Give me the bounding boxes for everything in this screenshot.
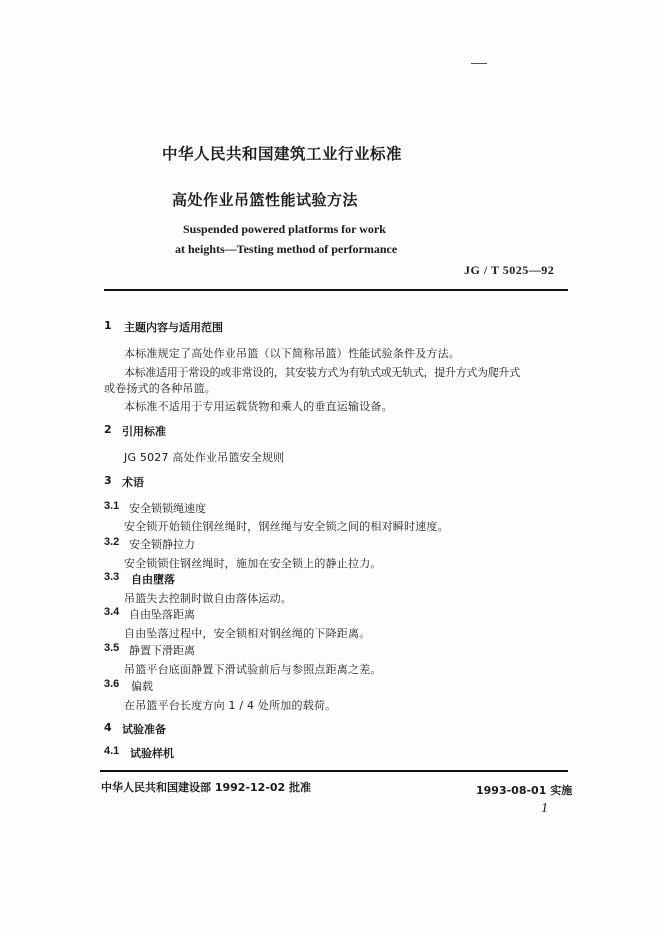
section-1-number: 1: [104, 319, 112, 332]
term-description: 安全锁开始锁住钢丝绳时，钢丝绳与安全锁之间的相对瞬时速度。: [124, 520, 449, 533]
term-number: 3.3: [104, 571, 120, 583]
standard-code: JG / T 5025—92: [464, 263, 555, 277]
term-number: 3.4: [104, 606, 120, 618]
top-mark: [471, 63, 487, 64]
implementation-date: 1993-08-01 实施: [476, 784, 573, 797]
section-2-number: 2: [104, 423, 112, 436]
footer-rule: [100, 770, 568, 772]
section-1-title: 主题内容与适用范围: [124, 321, 223, 334]
english-title-line2: at heights—Testing method of performance: [175, 242, 398, 256]
subsection-4-1-number: 4.1: [104, 745, 120, 757]
page-number: 1: [541, 801, 548, 816]
term-description: 安全锁锁住钢丝绳时，施加在安全锁上的静止拉力。: [124, 557, 382, 570]
section-2-title: 引用标准: [122, 425, 166, 438]
header-rule: [104, 289, 568, 291]
term-number: 3.5: [104, 642, 120, 654]
term-title: 安全锁静拉力: [129, 538, 195, 551]
term-title: 安全锁锁绳速度: [129, 502, 206, 515]
term-description: 自由坠落过程中，安全锁相对钢丝绳的下降距离。: [124, 627, 371, 640]
term-description: 在吊篮平台长度方向 1 / 4 处所加的载荷。: [124, 699, 337, 712]
term-description: 吊篮失去控制时做自由落体运动。: [124, 592, 292, 605]
section-1-para3: 本标准不适用于专用运载货物和乘人的垂直运输设备。: [124, 400, 393, 413]
section-3-number: 3: [104, 474, 112, 487]
term-title: 静置下滑距离: [129, 644, 195, 657]
section-4-number: 4: [104, 721, 112, 734]
section-4-title: 试验准备: [122, 723, 166, 736]
term-number: 3.6: [104, 678, 120, 690]
section-1-para2-line1: 本标准适用于常设的或非常设的，其安装方式为有轨式或无轨式，提升方式为爬升式: [124, 366, 520, 379]
approval-line: 中华人民共和国建设部 1992-12-02 批准: [101, 781, 312, 794]
subsection-4-1-title: 试验样机: [130, 747, 174, 760]
document-title: 高处作业吊篮性能试验方法: [172, 191, 359, 209]
section-1-para1: 本标准规定了高处作业吊篮（以下简称吊篮）性能试验条件及方法。: [124, 347, 460, 360]
term-title: 自由坠落距离: [129, 608, 195, 621]
standard-organization: 中华人民共和国建筑工业行业标准: [162, 145, 403, 163]
term-title: 偏载: [131, 680, 153, 693]
section-3-title: 术语: [122, 476, 144, 489]
english-title-line1: Suspended powered platforms for work: [183, 222, 386, 236]
section-1-para2-line2: 或卷扬式的各种吊篮。: [104, 382, 216, 395]
term-number: 3.2: [104, 536, 120, 548]
term-description: 吊篮平台底面静置下滑试验前后与参照点距离之差。: [124, 663, 382, 676]
term-number: 3.1: [104, 500, 120, 512]
term-title: 自由墮落: [131, 573, 175, 586]
section-2-reference: JG 5027 高处作业吊篮安全规则: [124, 451, 285, 464]
